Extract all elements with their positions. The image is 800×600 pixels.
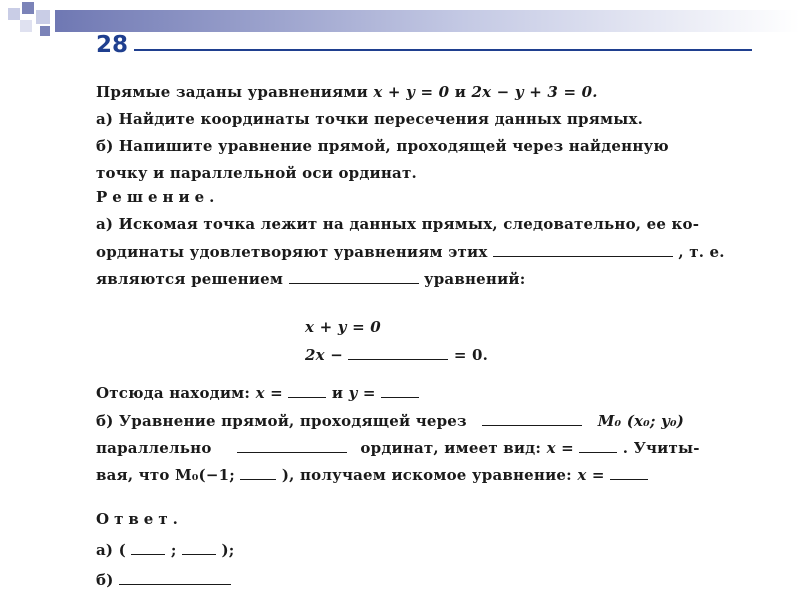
blank-field[interactable] bbox=[182, 540, 216, 555]
system-eq2: 2x − = 0. bbox=[305, 346, 489, 364]
solution-b-line1: б) Уравнение прямой, проходящей через M₀ (x₀; y₀) bbox=[96, 412, 685, 430]
from-here-line: Отсюда находим: x = и y = bbox=[96, 383, 419, 402]
part-a-task: а) Найдите координаты точки пересечения данных прямых. bbox=[96, 110, 644, 128]
blank-field[interactable] bbox=[288, 383, 326, 398]
blank-field[interactable] bbox=[289, 269, 419, 284]
answer-heading: Ответ. bbox=[96, 510, 183, 528]
blank-field[interactable] bbox=[348, 345, 448, 360]
blank-field[interactable] bbox=[381, 383, 419, 398]
blank-field[interactable] bbox=[119, 570, 231, 585]
solution-heading: Решение. bbox=[96, 188, 220, 206]
solution-a-line3: являются решением уравнений: bbox=[96, 270, 526, 288]
blank-field[interactable] bbox=[482, 411, 582, 426]
system-eq1: x + y = 0 bbox=[305, 318, 381, 336]
problem-number: 28 bbox=[96, 32, 129, 58]
part-b-task-line2: точку и параллельной оси ординат. bbox=[96, 164, 417, 182]
header-rule bbox=[134, 49, 752, 51]
answer-b: б) bbox=[96, 570, 231, 589]
intro-line: Прямые заданы уравнениями x + y = 0 и 2x − y + 3 = 0. bbox=[96, 83, 598, 101]
blank-field[interactable] bbox=[579, 438, 617, 453]
blank-field[interactable] bbox=[131, 540, 165, 555]
blank-field[interactable] bbox=[240, 465, 276, 480]
solution-b-line2: параллельно ординат, имеет вид: x = . Учиты- bbox=[96, 439, 700, 457]
solution-b-line3: вая, что M₀(−1; ), получаем искомое уравнение: x = bbox=[96, 465, 648, 484]
blank-field[interactable] bbox=[610, 465, 648, 480]
blank-field[interactable] bbox=[493, 242, 673, 257]
answer-a: а) ( ; ); bbox=[96, 541, 235, 559]
solution-a-line2: ординаты удовлетворяют уравнениям этих , т. е. bbox=[96, 243, 725, 261]
solution-a-line1: а) Искомая точка лежит на данных прямых, следовательно, ее ко- bbox=[96, 215, 700, 233]
part-b-task-line1: б) Напишите уравнение прямой, проходящей через найденную bbox=[96, 137, 669, 155]
blank-field[interactable] bbox=[237, 438, 347, 453]
